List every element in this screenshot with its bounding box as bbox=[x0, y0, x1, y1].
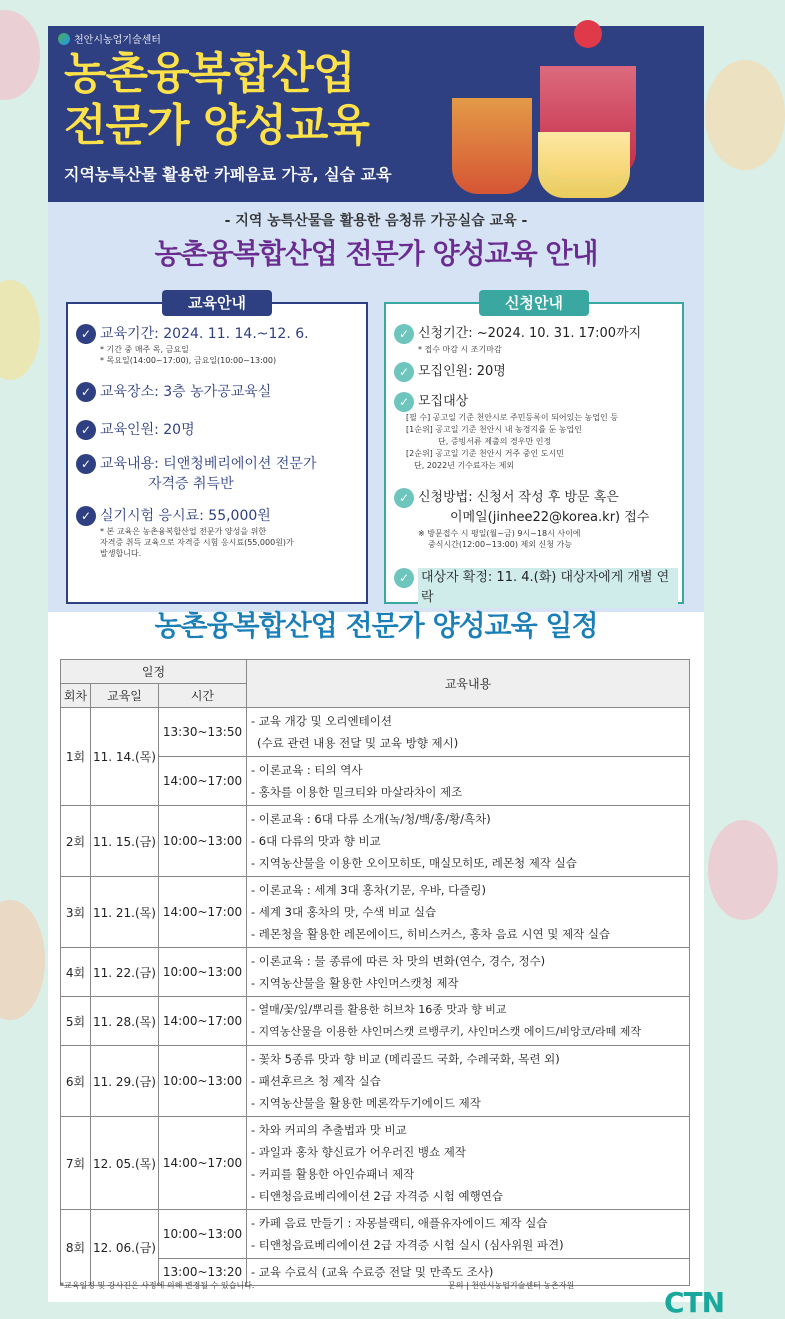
content-cell bbox=[247, 757, 690, 806]
bg-decoration bbox=[708, 820, 778, 920]
content-cell bbox=[247, 1117, 690, 1210]
date-cell: 11. 21.(목) bbox=[91, 877, 159, 948]
main-title bbox=[64, 48, 369, 152]
content-cell bbox=[247, 1046, 690, 1117]
content-text: 자격증 취득반 bbox=[148, 476, 234, 492]
content-line: - 지역농산물을 이용한 오이모히또, 매실모히또, 레몬청 제작 실습 bbox=[251, 856, 577, 870]
content-line: - 커피를 활용한 아인슈패너 제작 bbox=[251, 1167, 415, 1181]
target-text: 모집대상 bbox=[418, 394, 469, 409]
place-item bbox=[76, 382, 362, 402]
drink-glass-yellow-icon bbox=[538, 132, 630, 198]
strawberry-icon bbox=[574, 20, 602, 48]
application-info-head: 신청안내 bbox=[479, 290, 589, 316]
time-cell: 14:00~17:00 bbox=[159, 997, 247, 1046]
date-cell: 12. 06.(금) bbox=[91, 1210, 159, 1286]
content-line: - 티앤청음료베리에이션 2급 자격증 시험 실시 (심사위원 파견) bbox=[251, 1238, 564, 1252]
target-line: 단, 2022년 기수료자는 제외 bbox=[414, 461, 515, 470]
table-row bbox=[61, 1046, 690, 1117]
main-title-line1: 농촌융복합산업 bbox=[64, 48, 355, 99]
bg-decoration bbox=[0, 10, 40, 100]
apply-note: * 접수 마감 시 조기마감 bbox=[418, 345, 502, 354]
education-info-box bbox=[66, 294, 368, 604]
content-line: - 패션후르츠 청 제작 실습 bbox=[251, 1074, 381, 1088]
method-note: ※ 방문접수 시 평일(월~금) 9시~18시 사이에 bbox=[418, 529, 581, 538]
content-line: - 교육 수료식 (교육 수료증 전달 및 만족도 조사) bbox=[251, 1265, 494, 1279]
period-note: * 기간 중 매주 목, 금요일 bbox=[100, 345, 189, 354]
content-line: - 과일과 홍차 향신료가 어우러진 뱅쇼 제작 bbox=[251, 1145, 466, 1159]
fee-note: * 본 교육은 농촌융복합산업 전문가 양성을 위한 bbox=[100, 527, 267, 536]
org-label bbox=[58, 31, 161, 46]
target-line: [2순위] 공고일 기준 천안시 거주 중인 도시민 bbox=[406, 449, 564, 458]
people-text: 교육인원: 20명 bbox=[100, 422, 195, 438]
time-cell: 10:00~13:00 bbox=[159, 948, 247, 997]
period-item bbox=[76, 324, 362, 366]
time-cell: 14:00~17:00 bbox=[159, 757, 247, 806]
table-row bbox=[61, 997, 690, 1046]
content-line: - 이론교육 : 물 종류에 따른 차 맛의 변화(연수, 경수, 정수) bbox=[251, 954, 546, 968]
education-info-head: 교육안내 bbox=[162, 290, 272, 316]
head-content: 교육내용 bbox=[247, 660, 690, 708]
content-item bbox=[76, 454, 362, 494]
content-line: - 차와 커피의 추출법과 맛 비교 bbox=[251, 1123, 407, 1137]
recruit-item bbox=[394, 362, 678, 382]
target-line: [필 수] 공고일 기준 천안시로 주민등록이 되어있는 농업인 등 bbox=[406, 413, 619, 422]
footer-note: *교육일정 및 강사진은 사정에 의해 변경될 수 있습니다. bbox=[60, 1281, 255, 1290]
content-cell bbox=[247, 708, 690, 757]
content-line: - 지역농산물을 활용한 메론깍두기에이드 제작 bbox=[251, 1096, 481, 1110]
content-cell bbox=[247, 1210, 690, 1259]
content-line: - 이론교육 : 티의 역사 bbox=[251, 763, 363, 777]
time-cell: 14:00~17:00 bbox=[159, 1117, 247, 1210]
table-row bbox=[61, 948, 690, 997]
content-line: - 6대 다류의 맛과 향 비교 bbox=[251, 834, 381, 848]
content-cell bbox=[247, 806, 690, 877]
confirm-item bbox=[394, 568, 678, 608]
main-title-line2: 전문가 양성교육 bbox=[64, 100, 369, 151]
fee-text: 실기시험 응시료: 55,000원 bbox=[100, 508, 271, 524]
head-round: 회차 bbox=[61, 684, 91, 708]
head-time: 시간 bbox=[159, 684, 247, 708]
table-row bbox=[61, 877, 690, 948]
round-cell: 6회 bbox=[61, 1046, 91, 1117]
date-cell: 11. 14.(목) bbox=[91, 708, 159, 806]
table-row bbox=[61, 806, 690, 877]
bg-decoration bbox=[0, 900, 45, 1020]
check-icon: ✓ bbox=[76, 382, 96, 402]
time-cell: 10:00~13:00 bbox=[159, 806, 247, 877]
check-icon: ✓ bbox=[394, 324, 414, 344]
table-row bbox=[61, 1210, 690, 1259]
target-item bbox=[394, 392, 678, 472]
head-date: 교육일 bbox=[91, 684, 159, 708]
content-cell bbox=[247, 877, 690, 948]
confirm-text: 대상자 확정: 11. 4.(화) 대상자에게 개별 연락 bbox=[418, 568, 678, 608]
content-line: - 세계 3대 홍차의 맛, 수색 비교 실습 bbox=[251, 905, 437, 919]
guide-tagline: - 지역 농특산물을 활용한 음청류 가공실습 교육 - bbox=[224, 213, 528, 229]
period-text: 교육기간: 2024. 11. 14.~12. 6. bbox=[100, 326, 309, 342]
footer-contact: 문의 | 천안시농업기술센터 농촌자원 bbox=[448, 1281, 575, 1290]
date-cell: 12. 05.(목) bbox=[91, 1117, 159, 1210]
recruit-text: 모집인원: 20명 bbox=[418, 364, 506, 379]
content-line: - 이론교육 : 6대 다류 소개(녹/청/백/홍/황/흑차) bbox=[251, 812, 491, 826]
guide-title: 농촌융복합산업 전문가 양성교육 안내 bbox=[154, 237, 598, 270]
time-cell: 14:00~17:00 bbox=[159, 877, 247, 948]
content-line: - 교육 개강 및 오리엔테이션 bbox=[251, 714, 392, 728]
ctn-watermark-logo: CTN bbox=[664, 1286, 725, 1319]
check-icon: ✓ bbox=[76, 420, 96, 440]
round-cell: 8회 bbox=[61, 1210, 91, 1286]
target-line: [1순위] 공고일 기준 천안시 내 농경지를 둔 농업인 bbox=[406, 425, 582, 434]
time-cell: 10:00~13:00 bbox=[159, 1046, 247, 1117]
bg-decoration bbox=[705, 60, 785, 170]
org-logo-icon bbox=[58, 33, 70, 45]
time-cell: 13:00~13:20 bbox=[159, 1259, 247, 1286]
fee-item bbox=[76, 506, 362, 559]
method-text: 신청방법: 신청서 작성 후 방문 혹은 bbox=[418, 490, 619, 505]
content-text: 교육내용: 티앤청베리에이션 전문가 bbox=[100, 456, 317, 472]
content-line: - 홍차를 이용한 밀크티와 마살라차이 제조 bbox=[251, 785, 463, 799]
content-line: - 레몬청을 활용한 레몬에이드, 히비스커스, 홍차 음료 시연 및 제작 실습 bbox=[251, 927, 611, 941]
content-line: - 티앤청음료베리에이션 2급 자격증 시험 예행연습 bbox=[251, 1189, 503, 1203]
round-cell: 1회 bbox=[61, 708, 91, 806]
table-header-row bbox=[61, 660, 690, 684]
date-cell: 11. 29.(금) bbox=[91, 1046, 159, 1117]
header-subtitle: 지역농특산물 활용한 카페음료 가공, 실습 교육 bbox=[64, 165, 392, 184]
content-line: - 지역농산물을 활용한 샤인머스캣청 제작 bbox=[251, 976, 459, 990]
table-row bbox=[61, 1117, 690, 1210]
check-icon: ✓ bbox=[76, 506, 96, 526]
content-line: - 열매/꽃/잎/뿌리를 활용한 허브차 16종 맛과 향 비교 bbox=[251, 1003, 507, 1016]
check-icon: ✓ bbox=[394, 392, 414, 412]
check-icon: ✓ bbox=[394, 362, 414, 382]
period-note: * 목요일(14:00~17:00), 금요일(10:00~13:00) bbox=[100, 356, 277, 365]
date-cell: 11. 28.(목) bbox=[91, 997, 159, 1046]
apply-period-text: 신청기간: ~2024. 10. 31. 17:00까지 bbox=[418, 326, 642, 341]
content-line: - 카페 음료 만들기 : 자몽블랙티, 애플유자에이드 제작 실습 bbox=[251, 1216, 548, 1230]
schedule-table bbox=[60, 659, 690, 1286]
content-cell bbox=[247, 997, 690, 1046]
time-cell: 13:30~13:50 bbox=[159, 708, 247, 757]
method-item bbox=[394, 488, 678, 550]
round-cell: 5회 bbox=[61, 997, 91, 1046]
content-line: - 이론교육 : 세계 3대 홍차(기문, 우바, 다즐링) bbox=[251, 883, 486, 897]
place-text: 교육장소: 3층 농가공교육실 bbox=[100, 384, 272, 400]
round-cell: 7회 bbox=[61, 1117, 91, 1210]
header-banner bbox=[48, 26, 704, 202]
head-schedule: 일정 bbox=[61, 660, 247, 684]
content-cell bbox=[247, 948, 690, 997]
round-cell: 4회 bbox=[61, 948, 91, 997]
schedule-title: 농촌융복합산업 전문가 양성교육 일정 bbox=[154, 609, 598, 642]
round-cell: 2회 bbox=[61, 806, 91, 877]
target-line: 단, 증빙서류 제출의 경우만 인정 bbox=[438, 437, 552, 446]
poster bbox=[48, 26, 725, 1319]
content-line: (수료 관련 내용 전달 및 교육 방향 제시) bbox=[257, 736, 459, 750]
drink-glass-orange-icon bbox=[452, 98, 532, 194]
round-cell: 3회 bbox=[61, 877, 91, 948]
method-text: 이메일(jinhee22@korea.kr) 접수 bbox=[450, 510, 650, 525]
check-icon: ✓ bbox=[76, 454, 96, 474]
method-note: 중식시간(12:00~13:00) 제외 신청 가능 bbox=[428, 540, 572, 549]
bg-decoration bbox=[0, 280, 40, 380]
fee-note: 발생합니다. bbox=[100, 549, 142, 558]
application-info-box bbox=[384, 294, 684, 605]
org-name: 천안시농업기술센터 bbox=[74, 35, 161, 46]
content-line: - 지역농산물을 이용한 샤인머스캣 르뱅쿠키, 샤인머스캣 에이드/비앙코/라떼 제작 bbox=[251, 1025, 642, 1038]
table-row bbox=[61, 708, 690, 757]
people-item bbox=[76, 420, 362, 440]
guide-section bbox=[48, 202, 704, 612]
check-icon: ✓ bbox=[394, 488, 414, 508]
date-cell: 11. 22.(금) bbox=[91, 948, 159, 997]
time-cell: 10:00~13:00 bbox=[159, 1210, 247, 1259]
content-line: - 꽃차 5종류 맛과 향 비교 (메리골드 국화, 수레국화, 목련 외) bbox=[251, 1052, 560, 1066]
check-icon: ✓ bbox=[394, 568, 414, 588]
apply-period-item bbox=[394, 324, 678, 355]
date-cell: 11. 15.(금) bbox=[91, 806, 159, 877]
fee-note: 자격증 취득 교육으로 자격증 시험 응시료(55,000원)가 bbox=[100, 538, 294, 547]
check-icon: ✓ bbox=[76, 324, 96, 344]
